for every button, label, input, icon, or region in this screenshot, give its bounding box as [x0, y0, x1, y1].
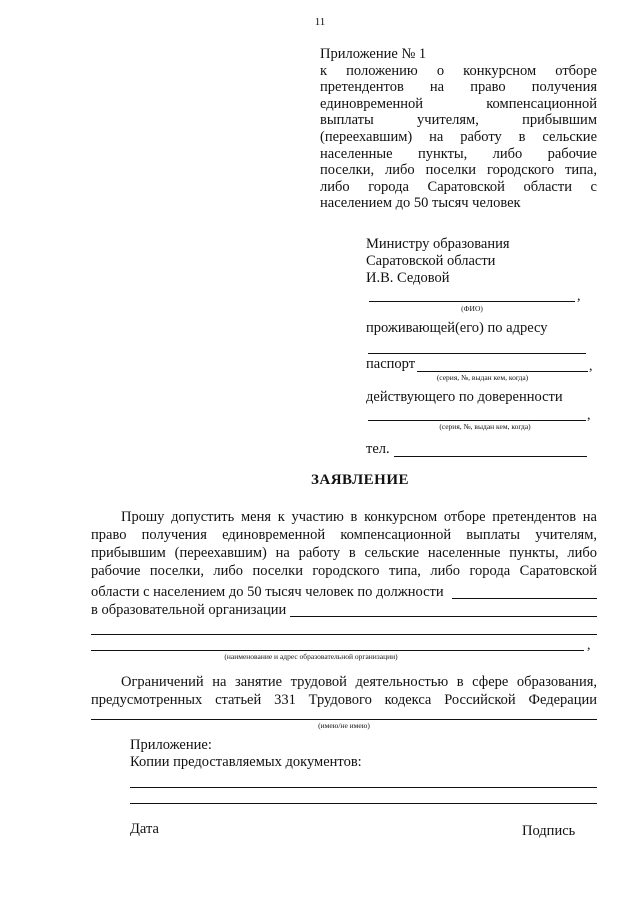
- signature-label: Подпись: [522, 823, 576, 839]
- annex-line: Приложение № 1: [320, 46, 427, 62]
- phone-field-line[interactable]: [394, 456, 587, 457]
- passport-label: паспорт: [366, 356, 416, 372]
- address-field-line[interactable]: [368, 353, 586, 354]
- proxy-label: действующего по доверенности: [366, 389, 563, 405]
- phone-label: тел.: [366, 441, 390, 457]
- passport-caption: (серия, №, выдан кем, когда): [436, 373, 529, 382]
- attachment-field-line-2[interactable]: [130, 803, 597, 804]
- body-line: право получения единовременной компенсационной выплаты учителям,: [91, 527, 597, 543]
- position-line-text: области с населением до 50 тысяч человек по должности: [91, 584, 444, 600]
- annex-line: к положению о конкурсном отборе: [320, 62, 597, 79]
- page-number: 11: [314, 16, 326, 28]
- org-field-line-3[interactable]: [91, 650, 584, 651]
- org-caption: (наименование и адрес образовательной организации): [224, 652, 398, 661]
- fio-comma: ,: [577, 289, 581, 304]
- passport-field-line[interactable]: [417, 371, 588, 372]
- restriction-line: Ограничений на занятие трудовой деятельностью в сфере образования,: [121, 674, 597, 690]
- attachment-field-line[interactable]: [130, 787, 597, 788]
- annex-line: населенные пункты, либо рабочие: [320, 145, 597, 162]
- proxy-field-line[interactable]: [368, 420, 586, 421]
- restriction-line: предусмотренных статьей 331 Трудового кодекса Российской Федерации: [91, 692, 597, 708]
- address-label: проживающей(его) по адресу: [366, 320, 548, 336]
- proxy-comma: ,: [587, 408, 591, 423]
- body-line: прибывшим (переехавшим) на работу в сельские населенные пункты, либо: [91, 545, 597, 561]
- date-label: Дата: [130, 821, 159, 837]
- attachment-text: Копии предоставляемых документов:: [130, 754, 362, 770]
- passport-comma: ,: [589, 359, 593, 374]
- addressee-line: Министру образования: [366, 236, 510, 252]
- attachment-block: [130, 737, 362, 771]
- org-comma: ,: [587, 638, 591, 653]
- org-line-text: в образовательной организации: [91, 602, 287, 618]
- org-field-line-2[interactable]: [91, 634, 597, 635]
- position-field-line[interactable]: [452, 598, 597, 599]
- addressee-line: И.В. Седовой: [366, 270, 450, 286]
- annex-line: населением до 50 тысяч человек: [320, 195, 521, 212]
- annex-line: претендентов на право получения: [320, 79, 597, 96]
- annex-line: поселки, либо поселки городского типа,: [320, 162, 597, 179]
- application-body: [91, 508, 597, 580]
- proxy-caption: (серия, №, выдан кем, когда): [439, 422, 531, 431]
- document-title: ЗАЯВЛЕНИЕ: [310, 472, 410, 488]
- addressee-block: [366, 236, 510, 287]
- annex-line: выплаты учителям, прибывшим: [320, 112, 597, 129]
- annex-line: либо города Саратовской области с: [320, 178, 597, 195]
- fio-field-line[interactable]: [369, 301, 575, 302]
- restriction-caption: (имею/не имею): [318, 721, 370, 730]
- attachment-label: Приложение:: [130, 737, 212, 753]
- addressee-line: Саратовской области: [366, 253, 496, 269]
- body-line: рабочие поселки, либо поселки городского типа, либо города Саратовской: [91, 563, 597, 579]
- restriction-field-line[interactable]: [91, 719, 597, 720]
- restriction-paragraph: [91, 673, 597, 709]
- fio-caption: (ФИО): [461, 304, 483, 313]
- body-line: Прошу допустить меня к участию в конкурсном отборе претендентов на: [121, 509, 597, 525]
- annex-line: единовременной компенсационной: [320, 95, 597, 112]
- org-field-line[interactable]: [290, 616, 597, 617]
- annex-line: (переехавшим) на работу в сельские: [320, 128, 597, 145]
- annex-reference: [320, 46, 597, 212]
